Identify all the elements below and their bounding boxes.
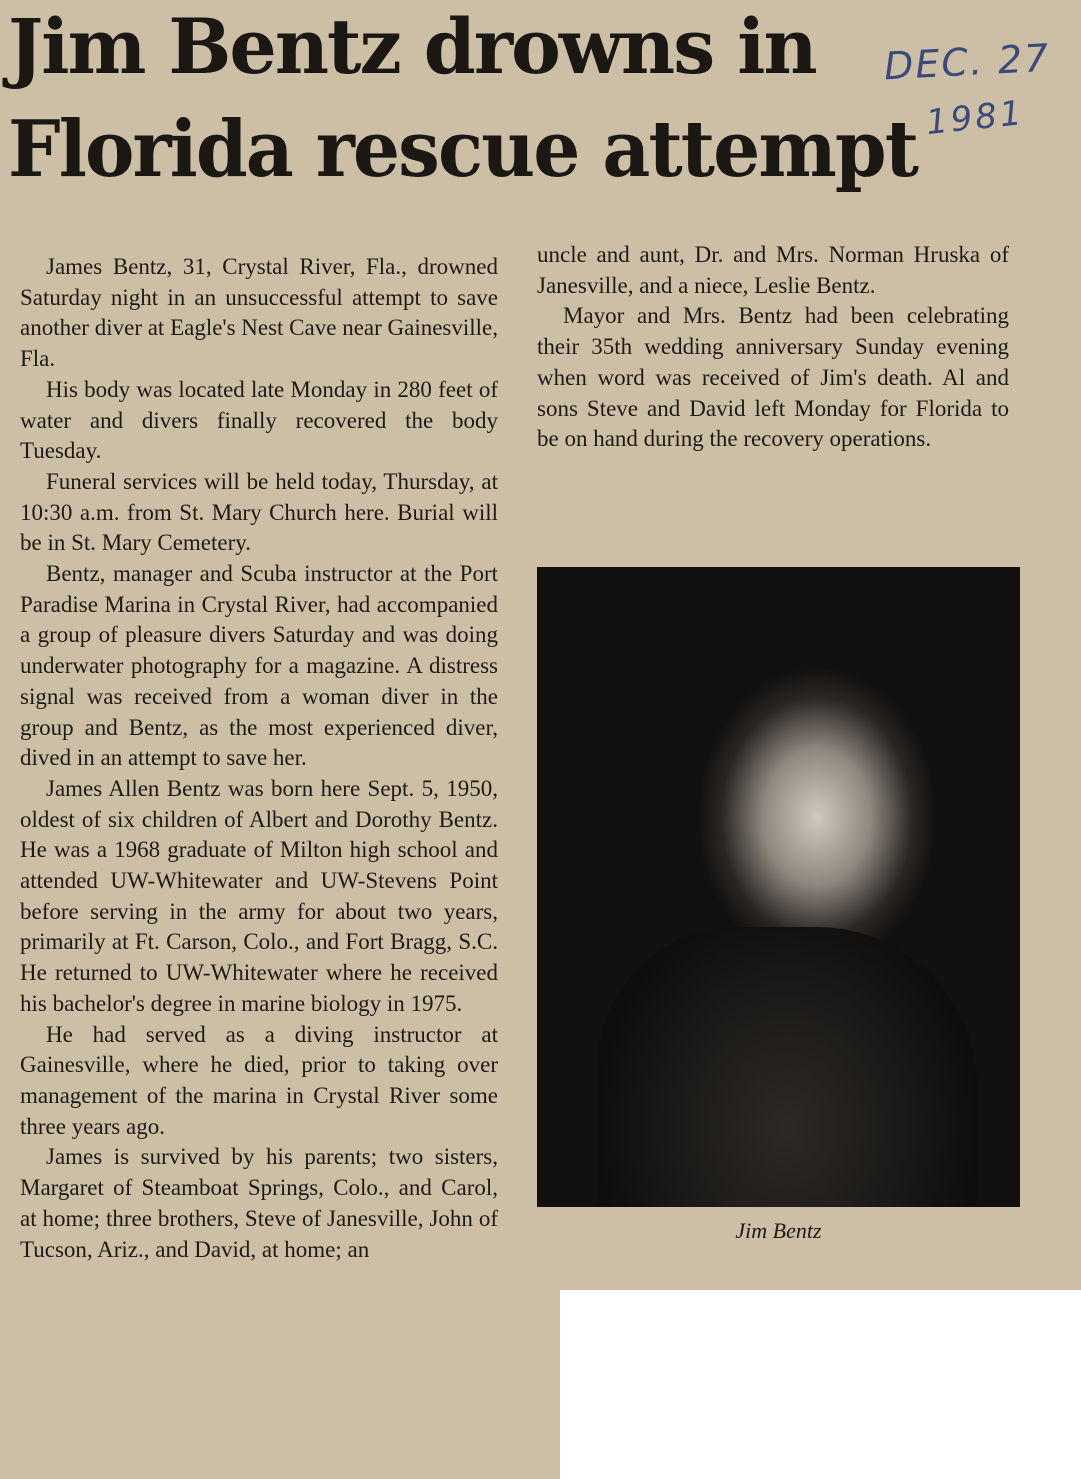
portrait-photo (537, 567, 1020, 1207)
newspaper-clipping-lower (0, 1280, 560, 1479)
article-left-column (20, 252, 498, 1265)
portrait-silhouette (597, 927, 977, 1207)
handwritten-date: DEC. 27 (882, 35, 1052, 89)
article-paragraph: Bentz, manager and Scuba instructor at the Port Paradise Marina in Crystal River, had accompanied a group of pleasure divers Saturday and was doing underwater photography for a magazine. A distress signal was received from a woman diver in the group and Bentz, as the most experienced diver, dived in an attempt to save her. (20, 561, 498, 771)
article-continuation: uncle and aunt, Dr. and Mrs. Norman Hruska of Janesville, and a niece, Leslie Bentz. (537, 242, 1009, 298)
photo-caption: Jim Bentz (735, 1218, 822, 1243)
article-paragraph: His body was located late Monday in 280 feet of water and divers finally recovered the body Tuesday. (20, 376, 498, 464)
headline-line-1: Jim Bentz drowns in (8, 2, 816, 91)
handwritten-year: 1981 (924, 92, 1027, 144)
article-paragraph: James Bentz, 31, Crystal River, Fla., drowned Saturday night in an unsuccessful attempt to save another diver at Eagle's Nest Cave near Gainesville, Fla. (20, 254, 499, 372)
article-paragraph: He had served as a diving instructor at Gainesville, where he died, prior to taking over management of the marina in Crystal River some three years ago. (20, 1021, 498, 1139)
headline-line-2: Florida rescue attempt (8, 104, 918, 195)
article-paragraph: Funeral services will be held today, Thursday, at 10:30 a.m. from St. Mary Church here. Burial will be in St. Mary Cemetery. (20, 468, 498, 556)
article-paragraph: Mayor and Mrs. Bentz had been celebrating their 35th wedding anniversary Sunday evening when word was received of Jim's death. Al and sons Steve and David left Monday for Florida to be on hand during the recovery operations. (537, 303, 1009, 452)
article-right-column (537, 240, 1009, 455)
article-paragraph: James is survived by his parents; two sisters, Margaret of Steamboat Springs, Colo., and Carol, at home; three brothers, Steve of Janesville, John of Tucson, Ariz., and David, at home; an (20, 1144, 498, 1262)
article-paragraph: James Allen Bentz was born here Sept. 5, 1950, oldest of six children of Albert and Dorothy Bentz. He was a 1968 graduate of Milton high school and attended UW-Whitewater and UW-Stevens Point before serving in the army for about two years, primarily at Ft. Carson, Colo., and Fort Bragg, S.C. He returned to UW-Whitewater where he received his bachelor's degree in marine biology in 1975. (20, 775, 498, 1016)
